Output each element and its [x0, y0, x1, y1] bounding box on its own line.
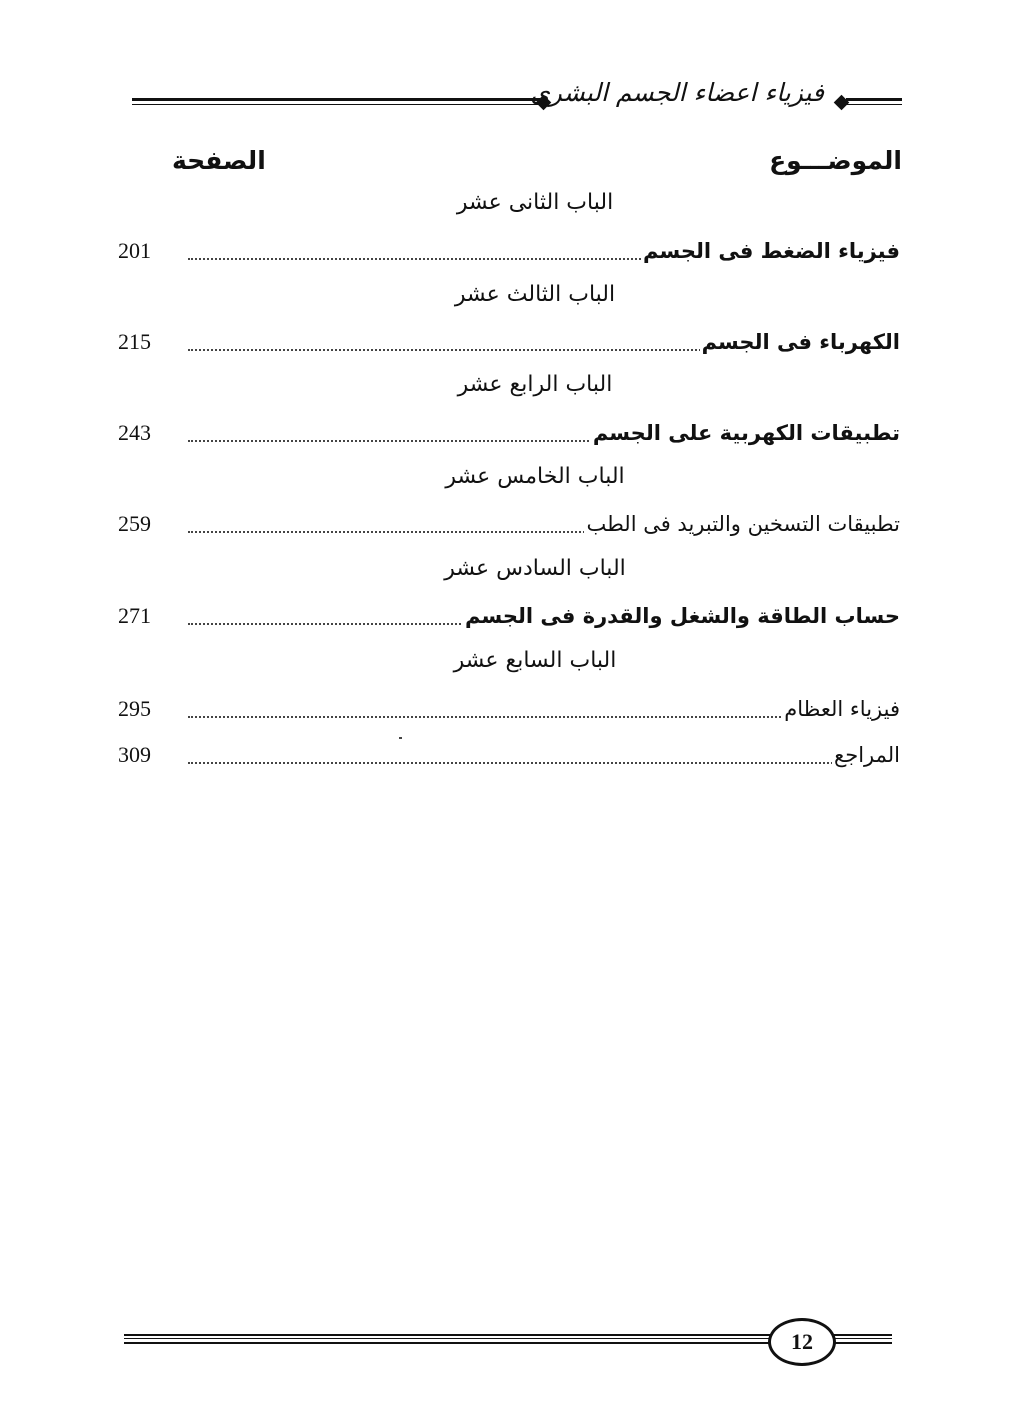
toc-entry[interactable]: [110, 509, 900, 545]
header-rule-left: [132, 98, 540, 105]
toc-page-number: 243: [118, 420, 151, 445]
toc-page-number: 215: [118, 329, 151, 354]
page-column-heading: الصفحة: [172, 146, 266, 175]
toc-page-number: 309: [118, 742, 151, 767]
footer-rule-right: [828, 1334, 892, 1344]
chapter-heading: الباب الرابع عشر: [457, 372, 613, 397]
toc-entry[interactable]: [110, 694, 900, 730]
toc-page-number: 259: [118, 511, 151, 536]
toc-entry-title: فيزياء العظام: [782, 694, 900, 724]
dot-leader: [188, 762, 900, 764]
toc-entry-title: تطبيقات الكهربية على الجسم: [591, 418, 900, 448]
chapter-heading: الباب الخامس عشر: [445, 464, 625, 489]
scan-speck: [399, 737, 402, 739]
toc-entry-title: حساب الطاقة والشغل والقدرة فى الجسم: [463, 601, 900, 631]
running-header-title: فيزياء اعضاء الجسم البشرى: [530, 78, 824, 107]
footer-rule-left: [124, 1334, 772, 1344]
toc-entry[interactable]: [110, 601, 900, 637]
chapter-heading: الباب الثالث عشر: [454, 282, 616, 307]
toc-page-number: 201: [118, 238, 151, 263]
toc-entry[interactable]: [110, 327, 900, 363]
header-rule-right: [846, 98, 902, 105]
toc-entry[interactable]: [110, 418, 900, 454]
toc-entry-references[interactable]: [110, 740, 900, 776]
toc-entry-title: المراجع: [832, 740, 900, 770]
toc-page-number: 271: [118, 603, 151, 628]
subject-column-heading: الموضـــوع: [769, 146, 902, 175]
toc-entry-title: الكهرباء فى الجسم: [700, 327, 900, 357]
chapter-heading: الباب الثانى عشر: [456, 190, 614, 215]
chapter-heading: الباب السابع عشر: [453, 648, 617, 673]
toc-entry[interactable]: [110, 236, 900, 272]
toc-entry-title: فيزياء الضغط فى الجسم: [641, 236, 900, 266]
toc-entry-title: تطبيقات التسخين والتبريد فى الطب: [584, 509, 900, 539]
page-number-badge: 12: [768, 1318, 836, 1366]
toc-page-number: 295: [118, 696, 151, 721]
chapter-heading: الباب السادس عشر: [444, 556, 626, 581]
